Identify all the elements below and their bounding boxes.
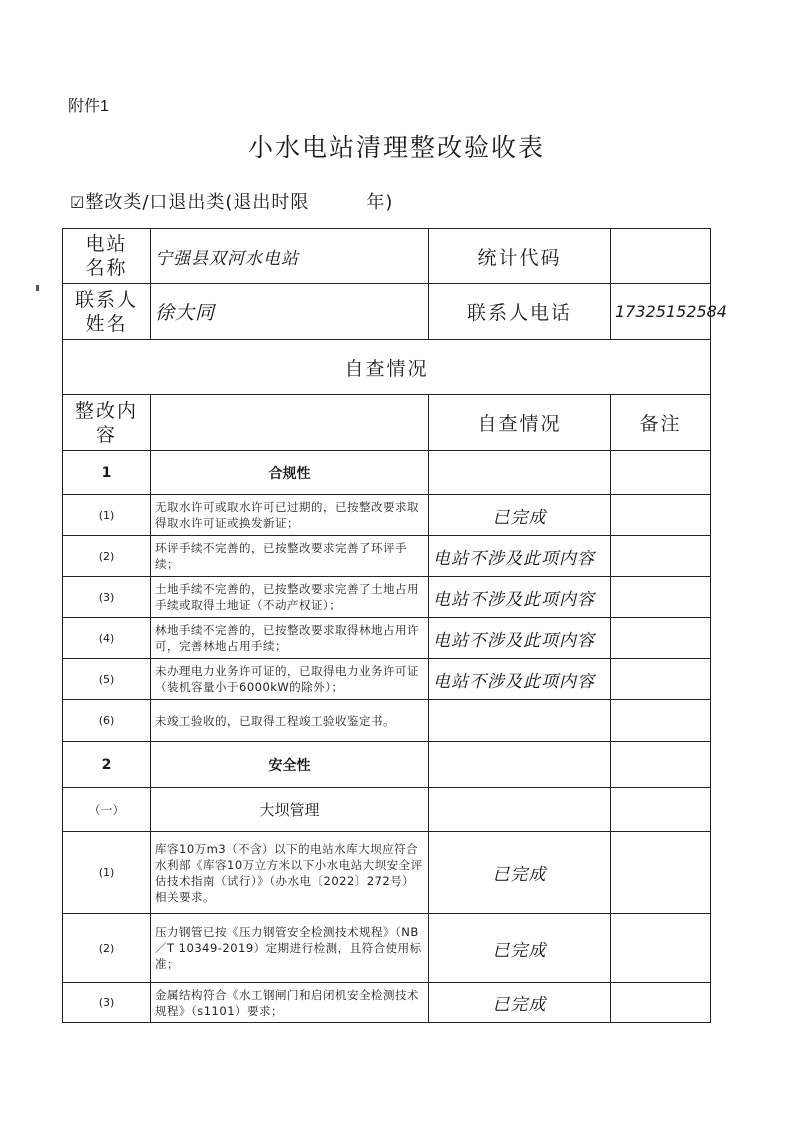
row-self-check: 电站不涉及此项内容 (429, 659, 611, 700)
page-title: 小水电站清理整改验收表 (247, 133, 545, 162)
contact-phone-label: 联系人电话 (429, 284, 611, 340)
row-remark (611, 659, 711, 700)
contact-name-label: 联系人 姓名 (63, 284, 151, 340)
row-content: 环评手续不完善的，已按整改要求完善了环评手续； (151, 536, 429, 577)
row-remark (611, 495, 711, 536)
content-column-header: 整改内 容 (63, 395, 151, 451)
category-line (70, 188, 393, 214)
row-number: (4) (63, 618, 151, 659)
attachment-label: 附件1 (68, 98, 109, 115)
row-self-check (429, 451, 611, 495)
row-content: 合规性 (151, 451, 429, 495)
row-remark (611, 577, 711, 618)
row-remark (611, 536, 711, 577)
row-self-check: 电站不涉及此项内容 (429, 618, 611, 659)
row-self-check (429, 700, 611, 742)
contact-row (63, 284, 711, 340)
row-remark (611, 700, 711, 742)
table-row (63, 788, 711, 832)
stat-code-value (611, 229, 711, 284)
contact-name-value: 徐大同 (151, 284, 429, 340)
column-header-row (63, 395, 711, 451)
row-self-check: 已完成 (429, 983, 611, 1023)
row-self-check (429, 788, 611, 832)
row-number: 2 (63, 742, 151, 788)
station-row (63, 229, 711, 284)
row-content: 林地手续不完善的，已按整改要求取得林地占用许可，完善林地占用手续； (151, 618, 429, 659)
row-self-check: 电站不涉及此项内容 (429, 577, 611, 618)
row-number: (3) (63, 983, 151, 1023)
station-name-label: 电站 名称 (63, 229, 151, 284)
row-self-check: 已完成 (429, 495, 611, 536)
row-content: 未办理电力业务许可证的，已取得电力业务许可证（装机容量小于6000kW的除外）； (151, 659, 429, 700)
row-number: (5) (63, 659, 151, 700)
stat-code-label: 统计代码 (429, 229, 611, 284)
row-number: (3) (63, 577, 151, 618)
row-content: 库容10万m3（不含）以下的电站水库大坝应符合水利部《库容10万立方米以下小水电站大坝安全评估技术指南（试行）》（办水电〔2022〕272号）相关要求。 (151, 832, 429, 914)
table-row (63, 742, 711, 788)
self-check-banner-row (63, 340, 711, 395)
row-remark (611, 914, 711, 983)
row-content: 压力钢管已按《压力钢管安全检测技术规程》（NB／T 10349-2019）定期进行检测，且符合使用标准； (151, 914, 429, 983)
table-row (63, 983, 711, 1023)
row-self-check: 已完成 (429, 832, 611, 914)
acceptance-table (62, 228, 727, 1023)
table-row (63, 536, 711, 577)
row-self-check (429, 742, 611, 788)
table-row (63, 700, 711, 742)
row-remark (611, 742, 711, 788)
table-row (63, 914, 711, 983)
table-row (63, 451, 711, 495)
row-content: 土地手续不完善的，已按整改要求完善了土地占用手续或取得土地证（不动产权证）； (151, 577, 429, 618)
self-check-banner: 自查情况 (63, 340, 711, 395)
table-row (63, 577, 711, 618)
row-self-check: 电站不涉及此项内容 (429, 536, 611, 577)
row-number: (2) (63, 536, 151, 577)
row-remark (611, 788, 711, 832)
row-content: 无取水许可或取水许可已过期的，已按整改要求取得取水许可证或换发新证； (151, 495, 429, 536)
row-content: 未竣工验收的，已取得工程竣工验收鉴定书。 (151, 700, 429, 742)
remark-column-header: 备注 (611, 395, 711, 451)
row-content: 安全性 (151, 742, 429, 788)
contact-phone-value: 17325152584 (611, 284, 711, 340)
row-number: (6) (63, 700, 151, 742)
row-number: （一） (63, 788, 151, 832)
scan-mark (36, 285, 39, 291)
row-remark (611, 983, 711, 1023)
row-number: 1 (63, 451, 151, 495)
table-row (63, 495, 711, 536)
row-content: 大坝管理 (151, 788, 429, 832)
category-text: 整改类/口退出类(退出时限 年) (85, 192, 394, 213)
row-number: (2) (63, 914, 151, 983)
table-row (63, 618, 711, 659)
station-name-value: 宁强县双河水电站 (151, 229, 429, 284)
table-row (63, 832, 711, 914)
checked-box-icon: ☑ (70, 193, 86, 212)
row-remark (611, 618, 711, 659)
row-remark (611, 832, 711, 914)
row-number: (1) (63, 495, 151, 536)
row-number: (1) (63, 832, 151, 914)
row-remark (611, 451, 711, 495)
row-content: 金属结构符合《水工钢闸门和启闭机安全检测技术规程》（s1101）要求； (151, 983, 429, 1023)
table-row (63, 659, 711, 700)
row-self-check: 已完成 (429, 914, 611, 983)
self-check-column-header: 自查情况 (429, 395, 611, 451)
content-description-header (151, 395, 429, 451)
